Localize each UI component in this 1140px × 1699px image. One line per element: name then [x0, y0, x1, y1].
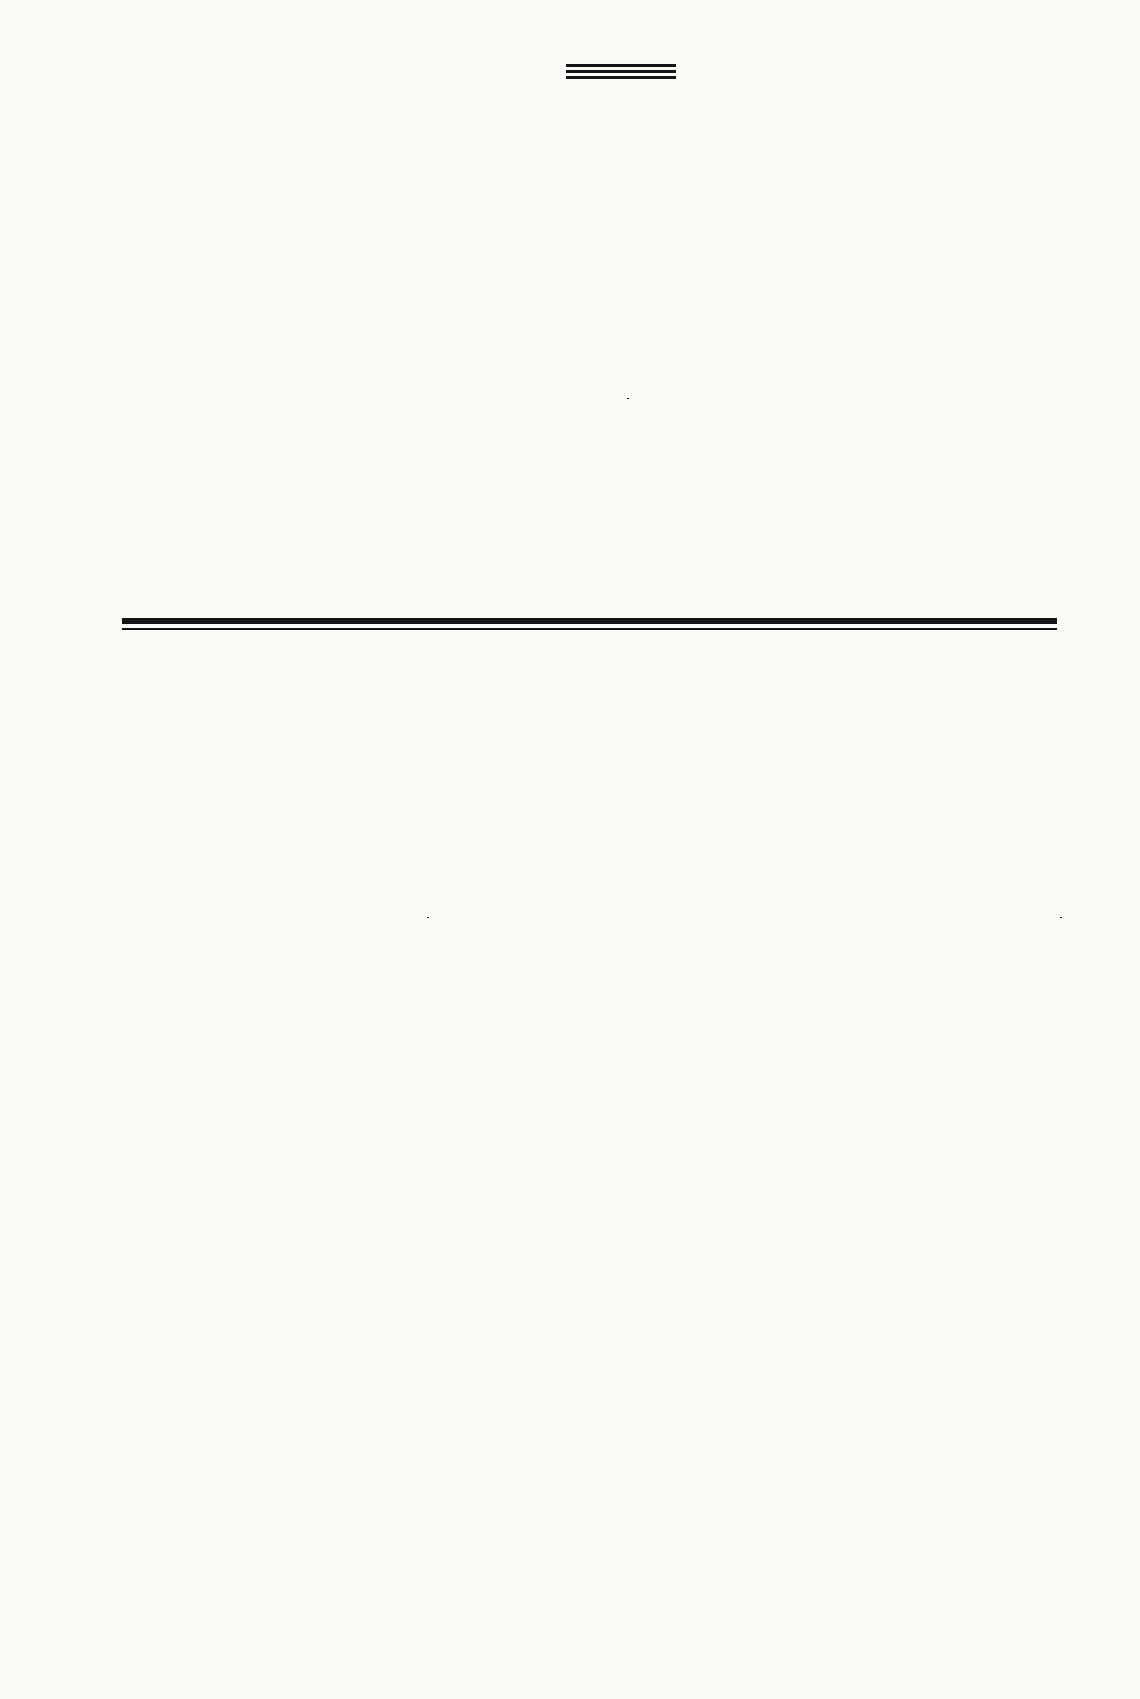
body-first-line — [112, 876, 1062, 917]
year-fraction — [1060, 917, 1062, 918]
quote-line — [112, 478, 1062, 518]
body-last-line — [112, 917, 1062, 958]
year-fraction — [627, 398, 629, 399]
quote-line — [112, 398, 1062, 438]
year-fraction — [427, 917, 429, 918]
quotation — [112, 398, 1062, 558]
section-divider — [122, 618, 1057, 630]
quote-line — [112, 518, 1062, 558]
quote-line — [112, 438, 1062, 478]
header-ornament-rule — [566, 64, 676, 82]
body-paragraph — [112, 876, 1062, 957]
